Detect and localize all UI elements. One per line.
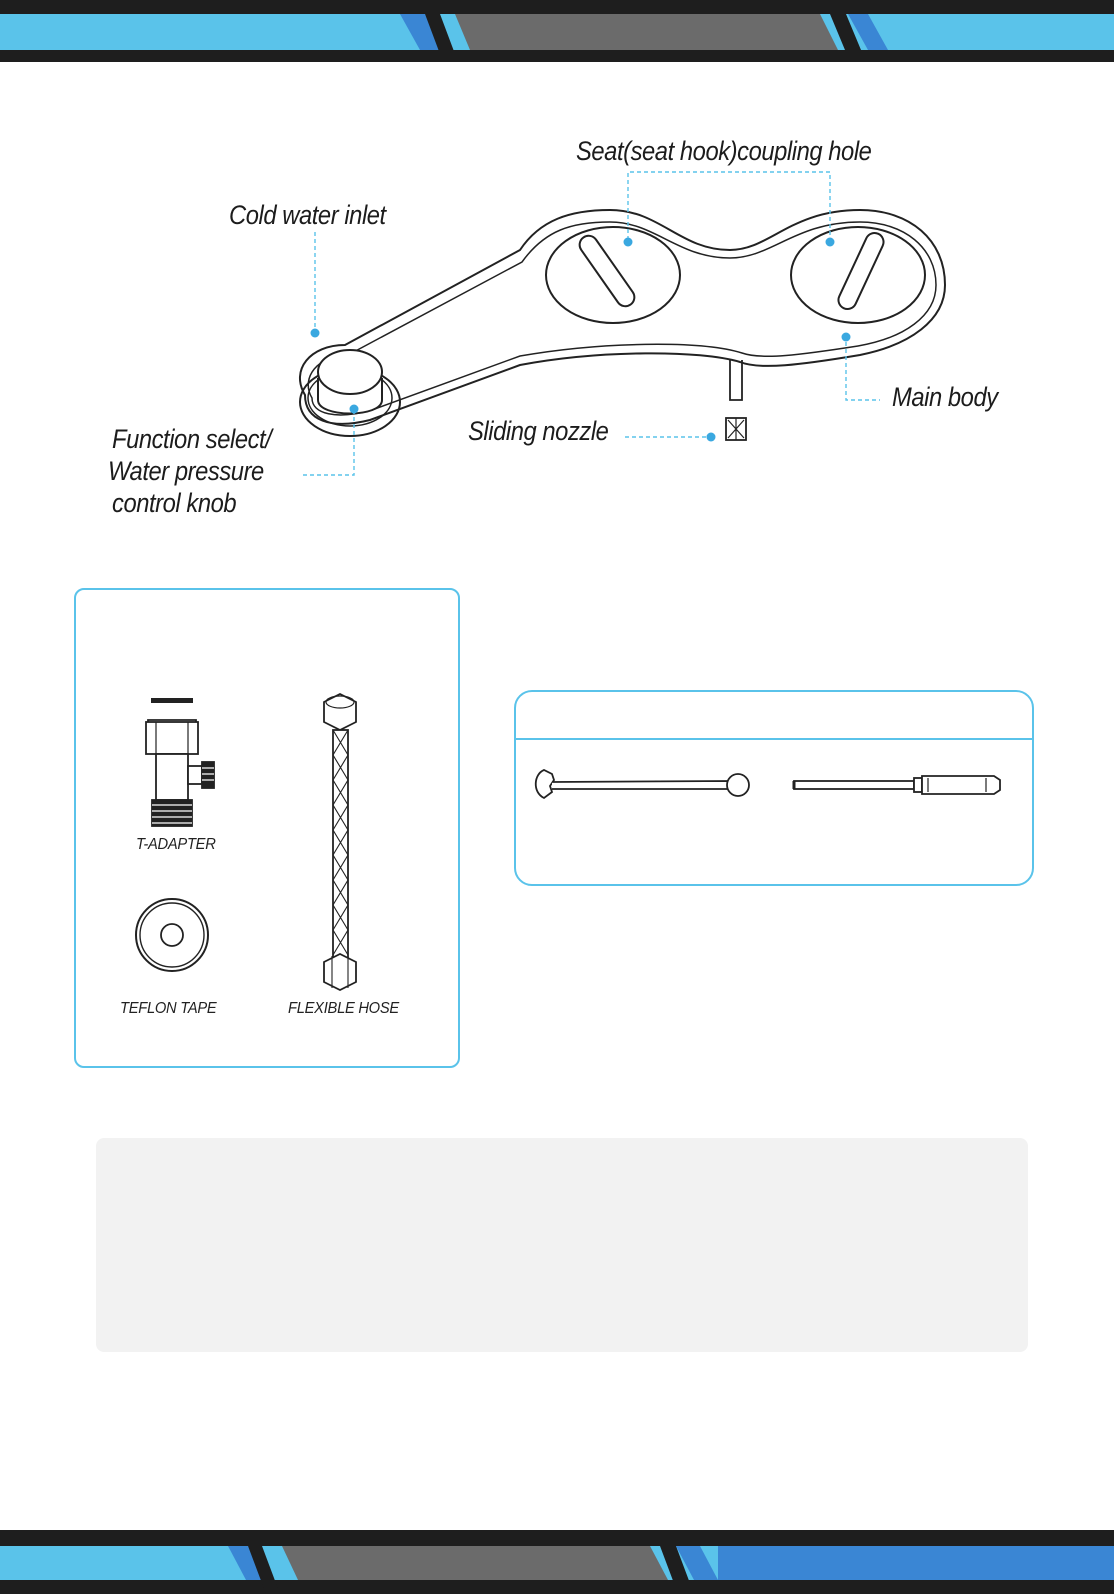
label-function-knob-3: control knob — [112, 488, 237, 518]
flexible-hose-icon — [324, 694, 356, 990]
header-band — [0, 0, 1114, 62]
screwdriver-icon — [794, 776, 1000, 794]
label-seat-coupling-hole: Seat(seat hook)coupling hole — [576, 136, 872, 166]
accessories-box — [74, 588, 460, 1068]
label-function-knob-2: Water pressure — [108, 456, 264, 486]
label-sliding-nozzle: Sliding nozzle — [468, 416, 609, 446]
footer-band — [0, 1530, 1114, 1594]
t-adapter-label: T-ADAPTER — [136, 836, 216, 853]
label-cold-water-inlet: Cold water inlet — [229, 200, 386, 230]
teflon-tape-icon — [136, 899, 208, 971]
flexible-hose-label: FLEXIBLE HOSE — [288, 1000, 399, 1017]
wrench-icon — [536, 770, 749, 798]
tools-box — [514, 690, 1034, 886]
t-adapter-icon — [146, 698, 214, 826]
label-function-knob-1: Function select/ — [112, 424, 272, 454]
note-panel — [96, 1138, 1028, 1352]
label-main-body: Main body — [892, 382, 998, 412]
teflon-tape-label: TEFLON TAPE — [120, 1000, 217, 1017]
